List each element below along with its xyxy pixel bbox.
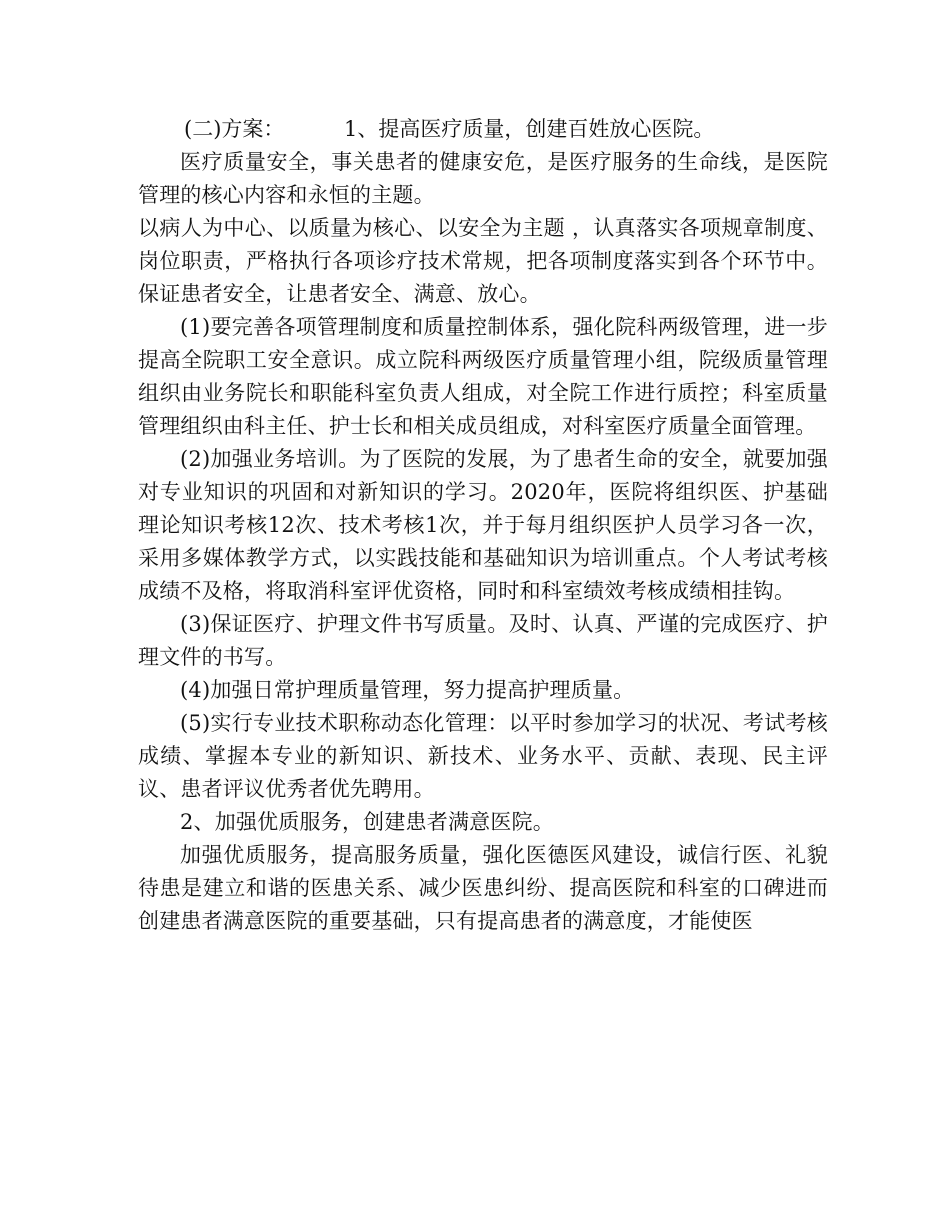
section-2-heading: 2、加强优质服务，创建患者满意医院。 bbox=[180, 810, 554, 834]
section-heading bbox=[184, 113, 828, 146]
paragraph-item-2: (2)加强业务培训。为了医院的发展，为了患者生命的安全，就要加强对专业知识的巩固和对新知识的学习。2020年，医院将组织医、护基础理论知识考核12次、技术考核1次，并于每月组织医护人员学习各一次，采用多媒体教学方式，以实践技能和基础知识为培训重点。个人考试考核成绩不及格，将取消科室评优资格，同时和科室绩效考核成绩相挂钩。 bbox=[138, 447, 828, 603]
section-title: 1、提高医疗质量，创建百姓放心医院。 bbox=[344, 117, 715, 141]
paragraph-intro: 医疗质量安全，事关患者的健康安危，是医疗服务的生命线，是医院管理的核心内容和永恒的主题。 bbox=[138, 150, 828, 207]
section-label: (二)方案： bbox=[184, 117, 285, 141]
paragraph-service: 加强优质服务，提高服务质量，强化医德医风建设，诚信行医、礼貌待患是建立和谐的医患关系、减少医患纠纷、提高医院和科室的口碑进而创建患者满意医院的重要基础，只有提高患者的满意度，才能使医 bbox=[138, 843, 828, 933]
paragraph-principle: 以病人为中心、以质量为核心、以安全为主题 ，认真落实各项规章制度、岗位职责，严格执行各项诊疗技术常规，把各项制度落实到各个环节中。保证患者安全，让患者安全、满意、放心。 bbox=[138, 216, 828, 306]
paragraph-item-5: (5)实行专业技术职称动态化管理：以平时参加学习的状况、考试考核成绩、掌握本专业的新知识、新技术、业务水平、贡献、表现、民主评议、患者评议优秀者优先聘用。 bbox=[138, 711, 828, 801]
paragraph-item-1: (1)要完善各项管理制度和质量控制体系，强化院科两级管理，进一步提高全院职工安全意识。成立院科两级医疗质量管理小组，院级质量管理组织由业务院长和职能科室负责人组成，对全院工作进行质控；科室质量管理组织由科主任、护士长和相关成员组成，对科室医疗质量全面管理。 bbox=[138, 315, 828, 438]
paragraph-item-4: (4)加强日常护理质量管理，努力提高护理质量。 bbox=[180, 678, 635, 702]
paragraph-item-3: (3)保证医疗、护理文件书写质量。及时、认真、严谨的完成医疗、护理文件的书写。 bbox=[138, 612, 828, 669]
document-body bbox=[138, 113, 828, 938]
